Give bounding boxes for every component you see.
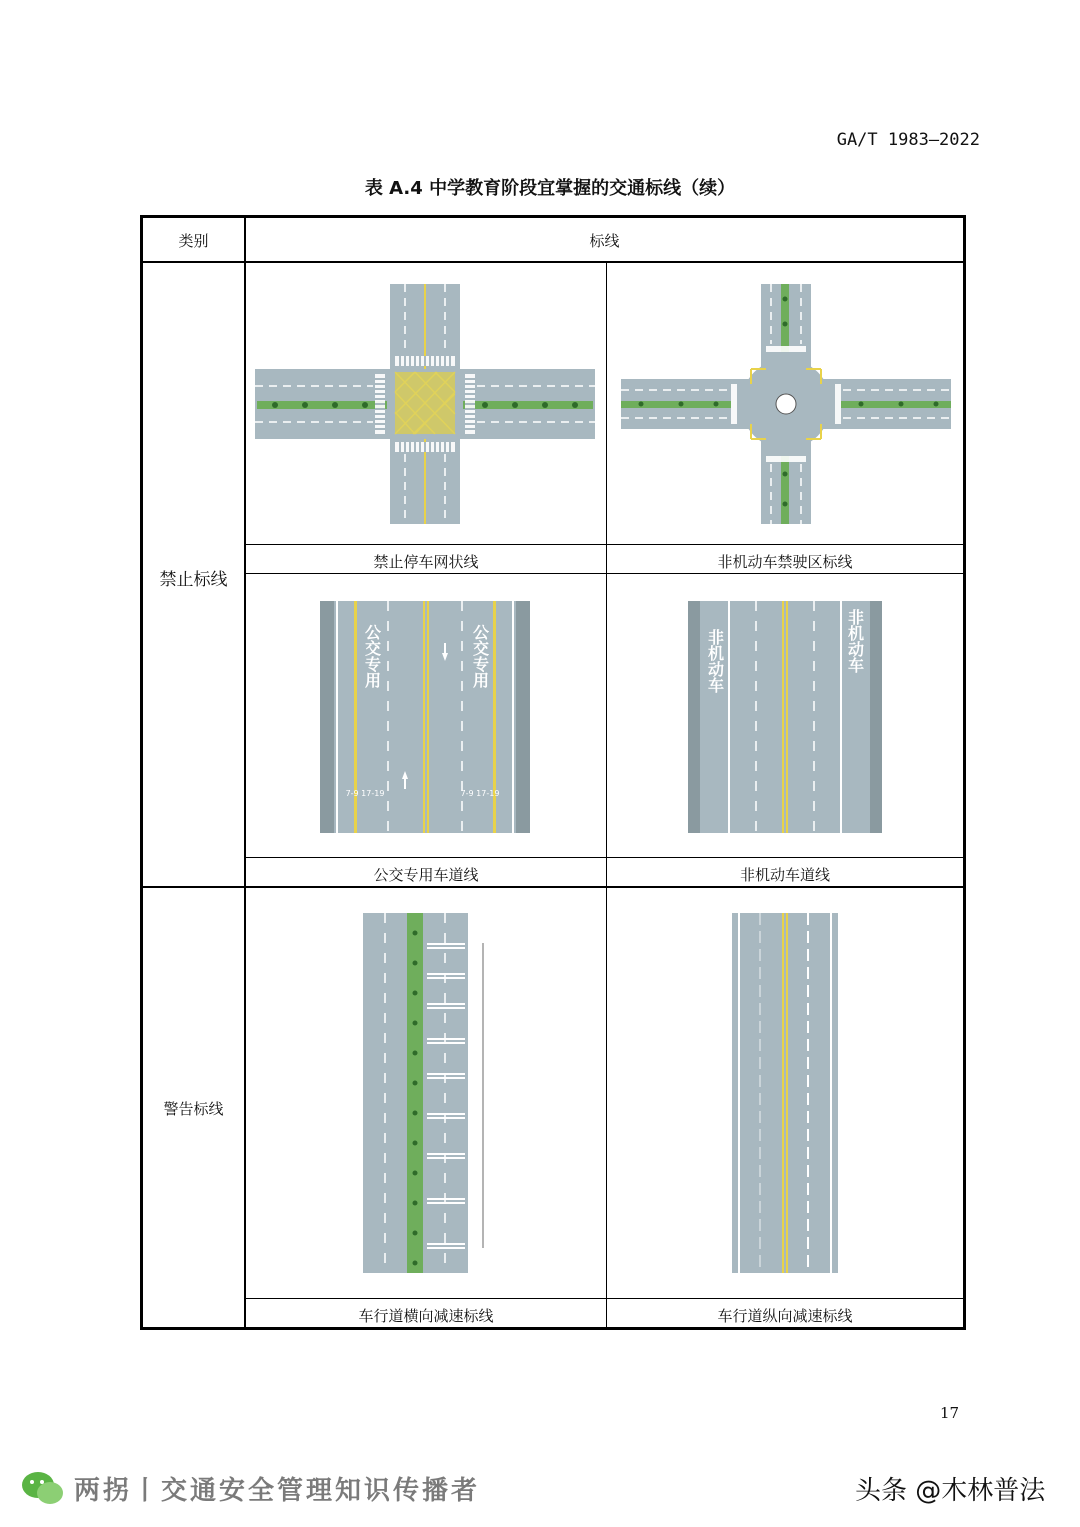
item-nonmotor-lane: 非机动车道线 [739, 866, 830, 884]
bus-lane-word-left: 公交专用 [362, 624, 382, 688]
table-caption: 表 A.4 中学教育阶段宜掌握的交通标线（续） [364, 178, 736, 199]
bus-time-right: 7-9 17-19 [460, 789, 500, 798]
nonmotor-word-right: 非机动车 [845, 609, 865, 673]
column-header-marking: 标线 [589, 232, 620, 250]
diagram-nonmotor-lane [688, 601, 882, 833]
category-warning: 警告标线 [163, 1100, 224, 1118]
page-number: 17 [940, 1404, 960, 1422]
bus-time-left: 7-9 17-19 [345, 789, 385, 798]
item-bus-lane: 公交专用车道线 [373, 866, 479, 884]
column-header-category: 类别 [178, 232, 209, 250]
diagram-transverse-deceleration [363, 913, 493, 1273]
markings-table [140, 215, 966, 1330]
item-transverse-deceleration: 车行道横向减速标线 [358, 1307, 494, 1325]
item-longitudinal-deceleration: 车行道纵向减速标线 [717, 1307, 853, 1325]
bus-lane-word-right: 公交专用 [470, 624, 490, 688]
standard-number: GA/T 1983—2022 [836, 130, 980, 150]
footer-left-text: 两拐丨交通安全管理知识传播者 [74, 1475, 481, 1506]
nonmotor-word-left: 非机动车 [705, 629, 725, 693]
item-nonmotor-forbidden-zone: 非机动车禁驶区标线 [717, 553, 853, 571]
diagram-longitudinal-deceleration [732, 913, 838, 1273]
diagram-nonmotor-forbidden-zone [621, 284, 951, 524]
diagram-bus-lane [320, 601, 530, 833]
wechat-icon [20, 1469, 66, 1507]
item-no-parking-grid: 禁止停车网状线 [373, 553, 479, 571]
category-prohibition: 禁止标线 [159, 570, 228, 590]
footer-right-text: 头条 @木林普法 [855, 1476, 1046, 1506]
footer-watermark [20, 1468, 480, 1508]
diagram-no-parking-grid [255, 284, 595, 524]
